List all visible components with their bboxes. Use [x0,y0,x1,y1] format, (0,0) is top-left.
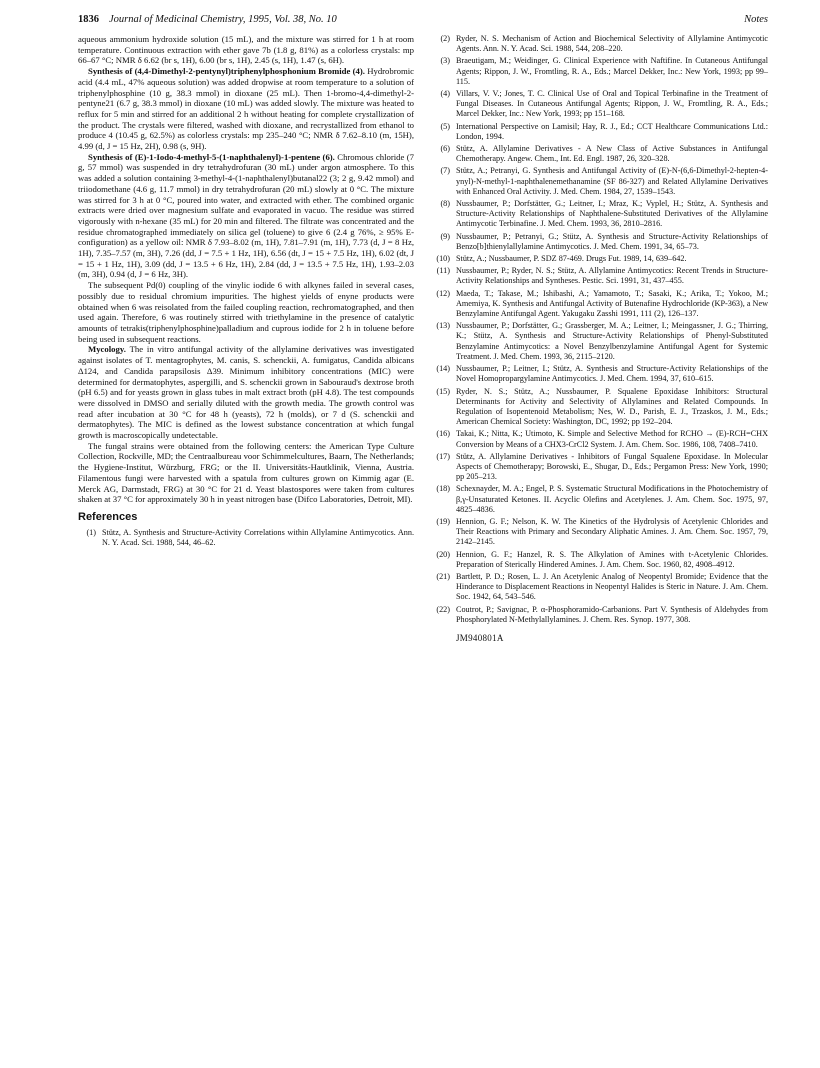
reference-item [432,484,768,515]
section-label: Notes [744,14,768,25]
paragraph-pd-coupling: The subsequent Pd(0) coupling of the vinylic iodide 6 with alkynes failed in several cases, possibly due to residual chromium impurities. The highest yields of enyne products were obtained when 6 was reisolated from the failed coupling reaction, rechromatographed, and then used again. Therefore, 6 was routinely stirred with triethylamine in the presence of catalytic amounts of tetrakis(triphenylphosphine)palladium and cuprous iodide for 2 h in toluene before being used in subsequent reactions. [78,280,414,344]
reference-text: Ryder, N. S.; Stütz, A.; Nussbaumer, P. Squalene Epoxidase Inhibitors: Structural Determinants for Activity and Selectivity of Allylamines and Related Compounds. In Regulation of Isopentenoid Metabolism; Nes, W. D., Parish, E. J., Trzaskos, J. M., Eds.; American Chemical Society: Washington, DC, 1992; pp 192–204. [456,386,768,427]
reference-item [432,89,768,120]
paragraph-synthesis-4: Synthesis of (4,4-Dimethyl-2-pentynyl)triphenylphosphonium Bromide (4). Hydrobromic acid (4.4 mL, 47% aqueous solution) was added dropwise at room temperature to a solution of triphenylphosphine (10 g, 38.3 mmol) in dioxane (25 mL). Then 1-bromo-4,4-dimethyl-2-pentyne21 (6.7 g, 38.3 mmol) in dioxane (10 mL) was added slowly. The mixture was heated to reflux for 5 min and stirred for an additional 2 h without heating for complete crystallization of the product. The crystals were filtered, washed with dioxane, and recrystallized from ethanol to produce 4 (10.45 g, 62.5%) as colorless crystals: mp 235–240 °C; NMR δ 7.62–8.10 (m, 15H), 4.99 (d, J = 15 Hz, 2H), 0.98 (s, 9H). [78,66,415,152]
reference-item [432,572,768,603]
reference-item [432,289,768,320]
reference-item [432,517,768,548]
reference-number: (4) [440,89,450,99]
right-column [432,34,768,644]
reference-text: Ryder, N. S. Mechanism of Action and Biochemical Selectivity of Allylamine Antimycotic Agents. Ann. N. Y. Acad. Sci. 1988, 544, 208–220. [456,34,768,54]
reference-number: (19) [436,516,450,526]
reference-number: (6) [440,144,450,154]
reference-item [432,364,768,384]
reference-number: (12) [436,288,450,298]
reference-number: (7) [440,166,450,176]
reference-item [432,56,768,87]
reference-text: Hennion, G. F.; Hanzel, R. S. The Alkylation of Amines with t-Acetylenic Chlorides. Preparation of Sterically Hindered Amines. J. Am. Chem. Soc. 1960, 82, 4908–4912. [456,549,768,569]
reference-item [432,452,768,483]
reference-number: (5) [440,121,450,131]
reference-item [432,232,768,252]
reference-item [432,387,768,428]
reference-text: Stütz, A.; Nussbaumer, P. SDZ 87-469. Drugs Fut. 1989, 14, 639–642. [456,254,687,264]
reference-number: (17) [436,451,450,461]
reference-text: Villars, V. V.; Jones, T. C. Clinical Use of Oral and Topical Terbinafine in the Treatment of Fungal Diseases. In Cutaneous Antifungal Agents; Rippon, J. W., Fromtling, R. A., Eds.; Marcel Dekker, Inc.: New York, 1993; pp 151–168. [456,89,768,119]
reference-item [432,166,768,197]
reference-text: Maeda, T.; Takase, M.; Ishibashi, A.; Yamamoto, T.; Sasaki, K.; Arika, T.; Yokoo, M.; Amemiya, K. Synthesis and Antifungal Activity of Butenafine Hydrochloride (KP-363), a New Benzylamine Antifungal Agent. Yakugaku Zasshi 1991, 111 (2), 126–137. [456,288,768,319]
reference-number: (1) [86,527,96,537]
reference-text: Nussbaumer, P.; Dorfstätter, G.; Leitner, I.; Mraz, K.; Vyplel, H.; Stütz, A. Synthesis and Structure-Activity Relationships of Naphthalene-Substituted Derivatives of the Allylamine Antimycotic Terbinafine. J. Med. Chem. 1993, 36, 2810–2816. [456,199,768,229]
reference-item [432,144,768,164]
reference-text: Stütz, A.; Petranyi, G. Synthesis and Antifungal Activity of (E)-N-(6,6-Dimethyl-2-hepten-4-ynyl)-N-methyl-1-naphthalenemethanamine (SF 86-327) and Related Allylamine Derivatives with Enhanced Oral Activity. J. Med. Chem. 1984, 27, 1539–1543. [456,166,768,196]
paragraph-continuation: aqueous ammonium hydroxide solution (15 mL), and the mixture was stirred for 1 h at room temperature. Continuous extraction with ether gave 7b (1.8 g, 81%) as a colorless crystals: mp 66–67 °C; NMR δ 6.62 (br s, 1H), 6.00 (br s, 1H), 2.45 (s, 1H), 1.47 (s, 6H). [78,34,414,66]
reference-item [432,254,768,264]
references-heading: References [78,510,138,523]
reference-number: (2) [440,34,450,43]
reference-item [432,605,768,625]
reference-number: (21) [436,571,450,581]
reference-item [432,34,768,54]
reference-text: International Perspective on Lamisil; Hay, R. J., Ed.; CCT Healthcare Communications Ltd.: London, 1994. [456,121,768,141]
page-header [78,14,768,28]
paragraph-synthesis-6: Synthesis of (E)-1-Iodo-4-methyl-5-(1-naphthalenyl)-1-pentene (6). Chromous chloride (7 g, 57 mmol) was suspended in dry tetrahydrofuran (30 mL) under argon atmosphere. To this was added a solution containing 3-methyl-4-(1-naphthalenyl)butanal22 (3; 2 g, 9.42 mmol) and triiodomethane (4.6 g, 11.7 mmol) in dry tetrahydrofuran (20 mL) slowly at 0 °C. The mixture was stirred for 3 h at 0 °C, poured into water, and extracted with ether. The combined organic extracts were dried over magnesium sulfate and evaporated in vacuo. The residue was stirred vigorously with n-hexane (35 mL) for 20 min and filtered. The filtrate was concentrated and the residue chromatographed immediately on silica gel (toluene) to give 6 (2.4 g 76%, ≥ 95% E-configuration) as a yellow oil: NMR δ 7.93–8.02 (m, 1H), 7.81–7.91 (m, 1H), 7.73 (d, J = 8 Hz, 1H), 7.35–7.57 (m, 3H), 7.26 (dd, J = 7.5 + 1 Hz, 1H), 6.56 (dt, J = 15 + 7.5 Hz, 1H), 6.02 (dt, J = 15 + 1 Hz, 1H), 3.09 (dd, J = 13.5 + 6 Hz, 1H), 2.84 (dd, J = 13.5 + 7.5 Hz, 1H), 1.93–2.03 (m, 3H), 0.94 (d, J = 6 Hz, 3H). [78,151,414,280]
reference-number: (13) [436,321,450,331]
reference-number: (11) [436,266,450,276]
reference-number: (20) [436,549,450,559]
reference-text: Stütz, A. Allylamine Derivatives - Inhibitors of Fungal Squalene Epoxidase. In Molecular Aspects of Chemotherapy; Borowski, E., Shugar, D., Eds.; Pergamon Press: New York, 1990; pp 205–213. [456,451,768,482]
reference-number: (18) [436,484,450,494]
reference-item [432,550,768,570]
reference-item [432,429,768,449]
paragraph-mycology: Mycology. The in vitro antifungal activity of the allylamine derivatives was investigated against isolates of T. mentagrophytes, M. canis, S. schenckii, A. fumigatus, Candida albicans Δ124, and Candida parapsilosis Δ39. Minimum inhibitory concentrations (MIC) were determined for dermatophytes, aspergilli, and S. schenckii grown in Sabouraud's dextrose broth (pH 6.5) and for yeasts grown in glass tubes in malt extract broth (pH 4.8). The test compounds were dissolved in DMSO and serially diluted with the growth media. The growth control was read after incubation at 30 °C for 48 h (yeasts), 72 h (molds), or 7 d (S. schenckii and dermatophytes). The MIC is defined as the lowest substance concentration at which fungal growth is macroscopically undetectable. [78,344,414,441]
reference-text: Nussbaumer, P.; Ryder, N. S.; Stütz, A. Allylamine Antimycotics: Recent Trends in Structure-Activity Relationships and Syntheses. Pestic. Sci. 1991, 31, 437–455. [456,266,768,286]
reference-text: Stütz, A. Synthesis and Structure-Activity Correlations within Allylamine Antimycotics. Ann. N. Y. Acad. Sci. 1988, 544, 46–62. [102,527,414,547]
reference-item [432,321,768,362]
reference-item [78,528,414,548]
page-number: 1836 [78,14,99,25]
reference-text: Nussbaumer, P.; Leitner, I.; Stütz, A. Synthesis and Structure-Activity Relationships of the Novel Homopropargylamine Antimycotics. J. Med. Chem. 1994, 37, 610–615. [456,364,768,384]
reference-number: (8) [440,199,450,209]
reference-text: Hennion, G. F.; Nelson, K. W. The Kinetics of the Hydrolysis of Acetylenic Chlorides and Their Reactions with Primary and Secondary Aliphatic Amines. J. Am. Chem. Soc. 1957, 79, 2142–2145. [456,516,768,547]
reference-number: (22) [436,604,450,614]
reference-number: (9) [440,231,450,241]
header-left [78,14,337,25]
reference-number: (14) [436,364,450,374]
reference-number: (10) [436,254,450,264]
reference-number: (3) [440,56,450,66]
reference-number: (16) [436,429,450,439]
reference-item [432,122,768,142]
reference-item [432,266,768,286]
reference-text: Braeutigam, M.; Weidinger, G. Clinical Experience with Naftifine. In Cutaneous Antifungal Agents; Rippon, J. W., Fromtling, R. A., Eds.; Marcel Dekker, Inc.: New York, 1993; pp 99–115. [456,56,768,86]
reference-text: Nussbaumer, P.; Petranyi, G.; Stütz, A. Synthesis and Structure-Activity Relationships of Benzo[b]thienylallylamine Antimycotics. J. Med. Chem. 1991, 34, 65–73. [456,231,768,251]
reference-text: Coutrot, P.; Savignac, P. α-Phosphoramido-Carbanions. Part V. Synthesis of Aldehydes from Phosphorylated N-Methylallylamines. J. Chem. Res. Synop. 1977, 308. [456,604,768,624]
journal-citation: Journal of Medicinal Chemistry, 1995, Vol. 38, No. 10 [109,14,337,25]
section-run-in-heading: Mycology. [88,344,126,355]
paragraph-fungal-strains: The fungal strains were obtained from the following centers: the American Type Culture Collection, Rockville, MD; the Centraalbureau voor Schimmelcultures, Baarn, The Netherlands; the Hygiene-Institut, Würzburg, FRG; or the II. Universitäts-Hautklinik, Vienna, Austria. Filamentous fungi were harvested with a spatula from cultures grown on Kimmig agar (E. Merck AG, Darmstadt, FRG) at 30 °C for 21 d. Yeast blastospores were taken from cultures shaken at 37 °C for approximately 30 h in yeast nitrogen base (Difco Laboratories, Detroit, MI). [78,440,414,505]
section-run-in-heading: Synthesis of (4,4-Dimethyl-2-pentynyl)triphenylphosphonium Bromide (4). [88,66,365,77]
reference-text: Schexnayder, M. A.; Engel, P. S. Systematic Structural Modifications in the Photochemistry of β,γ-Unsaturated Ketones. II. Acyclic Olefins and Acetylenes. J. Am. Chem. Soc. 1975, 97, 4825–4836. [456,484,768,514]
reference-text: Takai, K.; Nitta, K.; Utimoto, K. Simple and Selective Method for RCHO → (E)-RCH=CHX Conversion by Means of a CHX3-CrCl2 System. J. Am. Chem. Soc. 1986, 108, 7408–7410. [456,429,768,449]
reference-item [432,199,768,230]
reference-text: Stütz, A. Allylamine Derivatives - A New Class of Active Substances in Antifungal Chemotherapy. Angew. Chem., Int. Ed. Engl. 1987, 26, 320–328. [456,144,768,164]
left-column [78,34,414,550]
reference-number: (15) [436,386,450,396]
section-run-in-heading: Synthesis of (E)-1-Iodo-4-methyl-5-(1-naphthalenyl)-1-pentene (6). [88,151,335,162]
reference-text: Nussbaumer, P.; Dorfstätter, G.; Grassberger, M. A.; Leitner, I.; Meingassner, J. G.; Thirring, K.; Stütz, A. Synthesis and Structure-Activity Relationships of Phenyl-Substituted Benzylamine Antimycotics: a Novel Benzylbenzylamine Antifungal Agent for Systemic Treatment. J. Med. Chem. 1993, 36, 2115–2120. [456,321,768,361]
reference-text: Bartlett, P. D.; Rosen, L. J. An Acetylenic Analog of Neopentyl Bromide; Evidence that the Hinderance to Displacement Reactions in Neopentyl Halides is Steric in Nature. J. Am. Chem. Soc. 1942, 64, 543–546. [456,571,768,602]
document-id: JM940801A [456,632,504,643]
